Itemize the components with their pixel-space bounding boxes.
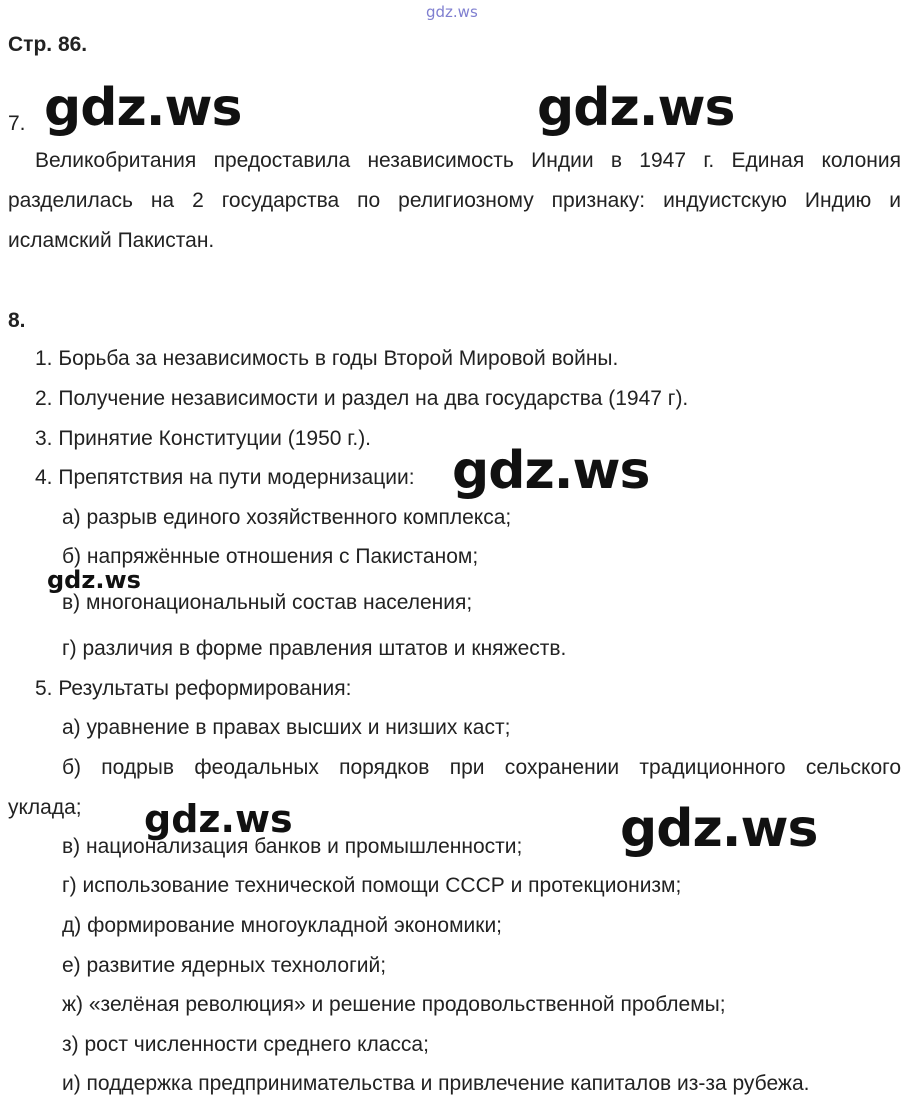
q8-item-5a: а) уравнение в правах высших и низших каст; [62, 716, 511, 739]
site-watermark-top: gdz.ws [426, 3, 478, 21]
q8-item-4a: а) разрыв единого хозяйственного комплекса; [62, 506, 512, 529]
q8-item-4b: б) напряжённые отношения с Пакистаном; [62, 545, 479, 568]
q8-item-5: 5. Результаты реформирования: [35, 677, 352, 700]
q8-item-5g: ж) «зелёная революция» и решение продовольственной проблемы; [62, 993, 726, 1016]
q8-item-2: 2. Получение независимости и раздел на два государства (1947 г). [35, 387, 689, 410]
q8-item-1: 1. Борьба за независимость в годы Второй Мировой войны. [35, 347, 619, 370]
watermark: gdz.ws [44, 78, 242, 138]
q8-item-4c: в) многонациональный состав населения; [62, 591, 473, 614]
q8-item-5b-line-1: б) подрыв феодальных порядков при сохранении традиционного сельского [62, 756, 901, 779]
q8-item-5h: з) рост численности среднего класса; [62, 1033, 429, 1056]
watermark: gdz.ws [620, 799, 818, 859]
watermark: gdz.ws [144, 797, 293, 841]
q8-item-5i: и) поддержка предпринимательства и привлечение капиталов из-за рубежа. [62, 1072, 810, 1095]
q8-item-4: 4. Препятствия на пути модернизации: [35, 466, 415, 489]
q7-paragraph-line-3: исламский Пакистан. [8, 229, 215, 252]
question-7-number: 7. [8, 112, 26, 135]
q8-item-5b-line-2: уклада; [8, 796, 82, 819]
q8-item-4d: г) различия в форме правления штатов и княжеств. [62, 637, 567, 660]
watermark: gdz.ws [452, 441, 650, 501]
q8-item-5c: в) национализация банков и промышленности; [62, 835, 523, 858]
question-8-number: 8. [8, 309, 26, 332]
watermark: gdz.ws [537, 78, 735, 138]
q8-item-5e: д) формирование многоукладной экономики; [62, 914, 503, 937]
q8-item-5f: е) развитие ядерных технологий; [62, 954, 387, 977]
q8-item-3: 3. Принятие Конституции (1950 г.). [35, 427, 372, 450]
q8-item-5d: г) использование технической помощи СССР и протекционизм; [62, 874, 682, 897]
q7-paragraph-line-2: разделилась на 2 государства по религиозному признаку: индуистскую Индию и [8, 189, 901, 212]
watermark: gdz.ws [47, 566, 141, 594]
q7-paragraph-line-1: Великобритания предоставила независимость Индии в 1947 г. Единая колония [35, 149, 901, 172]
page-reference: Стр. 86. [8, 33, 88, 56]
